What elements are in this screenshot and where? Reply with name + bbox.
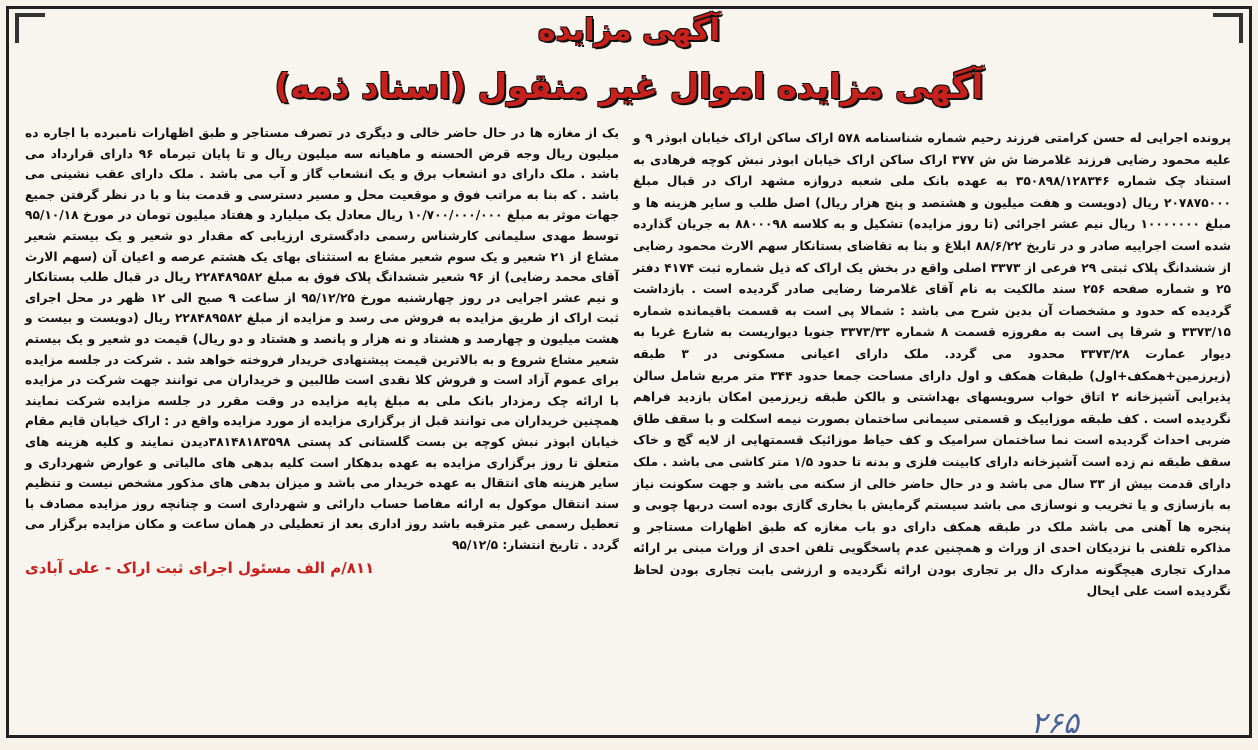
text-column-right: [633, 128, 1231, 603]
notice-title: آگهی مزایده: [537, 13, 721, 48]
auction-notice: [6, 6, 1252, 738]
signature-line: ۸۱۱/م الف مسئول اجرای ثبت اراک - علی آبادی: [25, 559, 375, 578]
body-paragraph: پرونده اجرایی له حسن کرامتی فرزند رحیم شماره شناسنامه ۵۷۸ اراک ساکن اراک خیابان ابوذر ۹ و علیه محمود رضایی فرزند غلامرضا ش ش ۳۷۷ اراک ساکن اراک خیابان ابوذر نبش کوچه فرهادی به استناد چک شماره ۳۵۰۸۹۸/۱۲۸۳۴۶ به عهده بانک ملی شعبه دروازه مشهد اراک در قبال مبلغ ۲۰۷۸۷۵۰۰۰ ریال (دویست و هفت میلیون و هشتصد و پنج هزار ریال) اصل طلب و سایر هزینه ها و مبلغ ۱۰۰۰۰۰۰۰ ریال نیم عشر اجرائی (تا روز مزایده) تشکیل و به کلاسه ۸۸۰۰۰۹۸ به جریان گذارده شده است اجراییه صادر و در تاریخ ۸۸/۶/۲۲ ابلاغ و بنا به تقاضای بستانکار سهم الارث محمود رضایی از ششدانگ پلاک ثبتی ۲۹ فرعی از ۳۳۷۳ اصلی واقع در بخش یک اراک که ذیل شماره ثبت ۴۱۷۴ دفتر ۲۵ و شماره صفحه ۲۵۶ سند مالکیت به نام آقای غلامرضا رضایی صادر گردیده است . بازداشت گردیده که حدود و مشخصات آن بدین شرح می باشد : شمالا پی است به قسمت باقیمانده شماره ۳۳۷۳/۱۵ و شرقا پی است به مفروزه قسمت ۸ شماره ۳۳۷۳/۳۳ جنوبا دیواریست به شارع غربا به دیوار عمارت ۳۳۷۳/۲۸ محدود می گردد. ملک دارای اعیانی مسکونی در ۳ طبقه (زیرزمین+همکف+اول) طبقات همکف و اول دارای مساحت جمعا حدود ۳۴۴ متر مربع شامل سالن پذیرایی آشپزخانه ۲ اتاق خواب سرویسهای بهداشتی و بالکن طبقه زیرزمین امکان بازدید فراهم نگردیده است . کف طبقه موزاییک و قسمتی سیمانی ساختمان بصورت نیمه اسکلت و با سقف طاق ضربی احداث گردیده است نما ساختمان سرامیک و کف حیاط موزائیک قسمتهایی از لایه گچ و خاک سقف طبقه نم زده است آشپزخانه دارای کابینت فلزی و بدنه تا حدود ۱/۵ متر کاشی می باشد . ملک دارای قدمت بیش از ۳۳ سال می باشد و در حال حاضر خالی از سکنه می باشد و جهت سکونت نیاز به بازسازی و یا تخریب و نوسازی می باشد سیستم گرمایش با بخاری گازی بوده است دربها چوبی و پنجره ها آهنی می باشد ملک در طبقه همکف دارای دو باب مغازه که طبق اظهارات مستاجر و مذاکره تلفنی با نزدیکان احدی از وراث و همچنین عدم پاسخگویی تلفن احدی از وراث مبنی بر ارائه مدارک تجاری هیچگونه مدارک دال بر تجاری بودن ارائه نگردیده و ارزشی بابت تجاری بودن لحاظ نگردیده است علی ایحال: [633, 131, 1232, 599]
body-paragraph: یک از مغازه ها در حال حاضر خالی و دیگری در تصرف مستاجر و طبق اظهارات نامبرده با اجاره ده میلیون ریال وجه قرض الحسنه و ماهیانه سه میلیون ریال و تا پایان تیرماه ۹۶ دارای قرارداد می باشد . ملک دارای دو انشعاب برق و یک انشعاب گاز و آب می باشد . ملک دارای عقب نشینی می باشد . که بنا به مراتب فوق و موقعیت محل و مسیر دسترسی و قدمت بنا و با در نظر گرفتن جمیع جهات موثر به مبلغ ۱۰/۷۰۰/۰۰۰/۰۰۰ ریال معادل یک میلیارد و هفتاد میلیون تومان در مورخ ۹۵/۱۰/۱۸ توسط مهدی سلیمانی کارشناس رسمی دادگستری ارزیابی که مقدار دو شعیر و یک بیستم شعیر مشاع از ۲۱ شعیر و یک سوم شعیر مشاع به استثنای بهای یک هشتم عرصه و اعیان آن (سهم الارث آقای محمد رضایی) از ۹۶ شعیر ششدانگ پلاک فوق به مبلغ ۲۲۸۴۸۹۵۸۲ ریال در قبال طلب بستانکار و نیم عشر اجرایی در روز چهارشنبه مورخ ۹۵/۱۲/۲۵ از ساعت ۹ صبح الی ۱۲ ظهر در محل اجرای ثبت اراک از طریق مزایده به فروش می رسد و مزایده از مبلغ ۲۲۸۴۸۹۵۸۲ ریال (دویست و بیست و هشت میلیون و چهارصد و هشتاد و نه هزار و پانصد و هشتاد و دو ریال) قیمت دو شعیر و یک بیستم شعیر مشاع شروع و به بالاترین قیمت پیشنهادی خریدار فروخته خواهد شد . شرکت در جلسه مزایده برای عموم آزاد است و فروش کلا نقدی است طالبین و خریداران می توانند جهت شرکت در مزایده با ارائه چک رمزدار بانک ملی به مبلغ پایه مزایده در وقت مقرر در جلسه مزایده شرکت نمایند همچنین خریداران می توانند قبل از برگزاری مزایده از مورد مزایده واقع در : اراک خیابان قایم مقام خیابان ابوذر نبش کوچه بن بست گلستانی کد پستی ۳۸۱۴۸۱۸۳۵۹۸دیدن نمایند و کلیه هزینه های متعلق تا روز برگزاری مزایده به عهده بدهکار است کلیه بدهی های مالیاتی و عوارض شهرداری و سایر هزینه های انتقال به عهده خریدار می باشد و میزان بدهی های مذکور مشخص نیست و تنظیم سند انتقال موکول به ارائه مفاصا حساب دارائی و شهرداری است و چنانچه روز مزایده مصادف با تعطیل رسمی غیر مترقبه باشد روز اداری بعد از تعطیلی در همان ساعت و مکان مزایده برگزار می گردد . تاریخ انتشار: ۹۵/۱۲/۵: [25, 126, 620, 552]
notice-subtitle: آگهی مزایده اموال غیر منقول (اسناد ذمه): [274, 67, 984, 107]
text-column-left: [25, 123, 619, 579]
handwritten-number: ۲۶۵: [1030, 706, 1079, 738]
